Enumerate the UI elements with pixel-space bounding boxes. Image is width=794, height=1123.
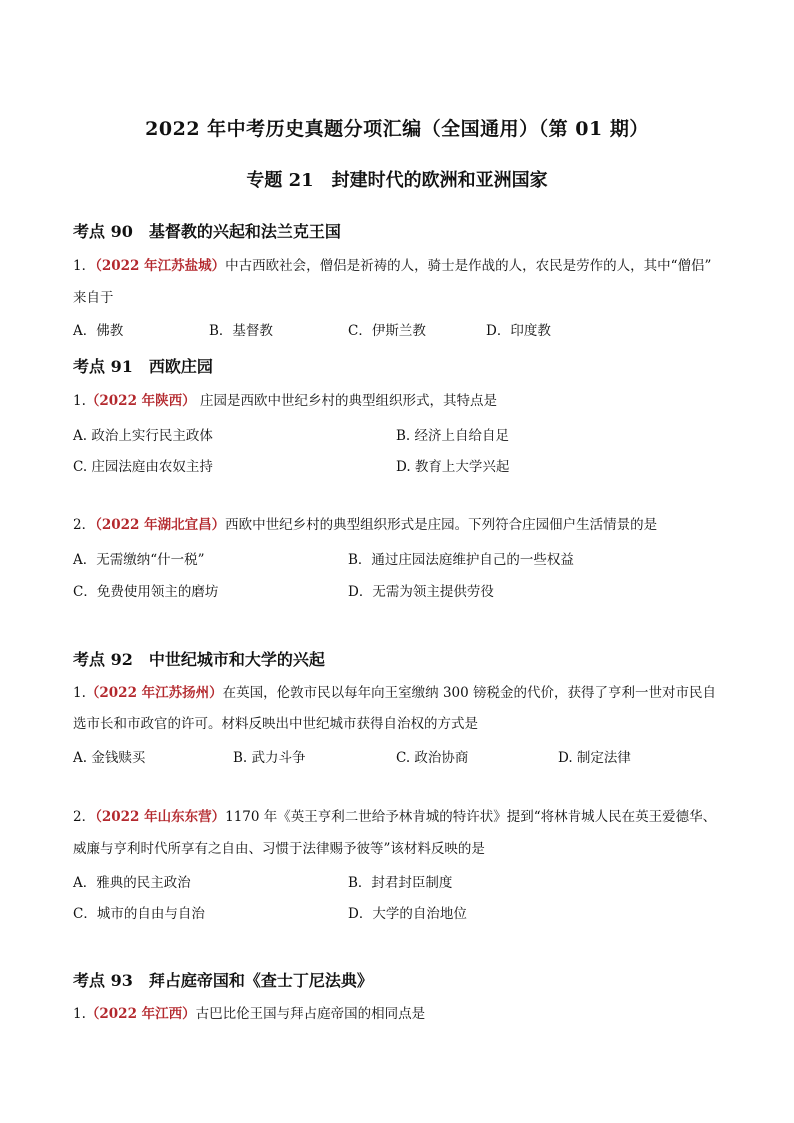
question-text: 西欧中世纪乡村的典型组织形式是庄园。下列符合庄园佃户生活情景的是 — [225, 517, 658, 533]
section-label: 考点 91 — [73, 357, 133, 376]
option-d: D．无需为领主提供劳役 — [348, 584, 494, 600]
question-source: （2022 年陕西） — [85, 393, 196, 409]
option-a: A．雅典的民主政治 — [73, 875, 191, 891]
question-text: 古巴比伦王国与拜占庭帝国的相同点是 — [195, 1006, 426, 1022]
option-a: A．佛教 — [73, 323, 124, 339]
question-text: 在英国，伦敦市民以每年向王室缴纳 300 镑税金的代价，获得了亨利一世对市民自 — [222, 685, 717, 701]
question-text: 中古西欧社会，僧侣是祈祷的人，骑士是作战的人，农民是劳作的人，其中“僧侣” — [225, 258, 712, 274]
option-a: A. 政治上实行民主政体 — [73, 428, 213, 444]
document-title: 2022 年中考历史真题分项汇编（全国通用）（第 01 期） — [145, 118, 649, 140]
question-source: （2022 年江苏盐城） — [95, 258, 226, 274]
section-heading-91 — [73, 354, 213, 377]
question-stem — [73, 392, 497, 410]
option-c: C．免费使用领主的磨坊 — [73, 584, 219, 600]
question-source: （2022 年江西） — [85, 1006, 196, 1022]
option-d: D．印度教 — [486, 323, 551, 339]
question-source: （2022 年湖北宜昌） — [95, 517, 226, 533]
section-label: 考点 93 — [73, 971, 133, 990]
option-a: A. 金钱赎买 — [73, 750, 146, 766]
question-text-continued: 来自于 — [73, 290, 114, 306]
option-d: D. 教育上大学兴起 — [396, 459, 510, 475]
option-c: C．伊斯兰教 — [348, 323, 426, 339]
section-heading-92 — [73, 647, 325, 670]
question-number: 1. — [73, 1006, 86, 1022]
option-c: C. 庄园法庭由农奴主持 — [73, 459, 213, 475]
section-name: 基督教的兴起和法兰克王国 — [148, 222, 341, 241]
section-heading-90 — [73, 219, 341, 242]
section-name: 西欧庄园 — [148, 357, 213, 376]
question-stem — [73, 516, 657, 534]
question-text: 庄园是西欧中世纪乡村的典型组织形式，其特点是 — [195, 393, 497, 409]
question-stem — [73, 808, 716, 826]
section-label: 考点 90 — [73, 222, 133, 241]
question-text: 1170 年《英王亨利二世给予林肯城的特许状》提到“将林肯城人民在英王爱德华、 — [225, 809, 717, 825]
section-label: 考点 92 — [73, 650, 133, 669]
question-stem — [73, 684, 716, 702]
option-d: D．大学的自治地位 — [348, 906, 467, 922]
question-number: 2． — [73, 809, 96, 825]
question-number: 1． — [73, 258, 96, 274]
question-stem — [73, 257, 711, 275]
section-name: 拜占庭帝国和《查士丁尼法典》 — [148, 971, 373, 990]
question-text-continued: 选市长和市政官的许可。材料反映出中世纪城市获得自治权的方式是 — [73, 716, 478, 732]
section-name: 中世纪城市和大学的兴起 — [148, 650, 325, 669]
option-c: C. 政治协商 — [396, 750, 469, 766]
question-source: （2022 年江苏扬州） — [85, 685, 223, 701]
question-source: （2022 年山东东营） — [95, 809, 226, 825]
option-c: C．城市的自由与自治 — [73, 906, 205, 922]
option-b: B. 武力斗争 — [233, 750, 306, 766]
option-d: D. 制定法律 — [558, 750, 631, 766]
option-b: B．封君封臣制度 — [348, 875, 453, 891]
section-heading-93 — [73, 968, 373, 991]
option-b: B．基督教 — [209, 323, 273, 339]
question-stem — [73, 1005, 425, 1023]
question-number: 1. — [73, 685, 86, 701]
question-number: 1. — [73, 393, 86, 409]
question-text-continued: 威廉与亨利时代所享有之自由、习惯于法律赐予彼等”该材料反映的是 — [73, 841, 485, 857]
question-number: 2． — [73, 517, 96, 533]
document-subtitle: 专题 21 封建时代的欧洲和亚洲国家 — [246, 170, 548, 191]
option-b: B．通过庄园法庭维护自己的一些权益 — [348, 552, 574, 568]
option-a: A．无需缴纳“什一税” — [73, 552, 205, 568]
option-b: B. 经济上自给自足 — [396, 428, 510, 444]
